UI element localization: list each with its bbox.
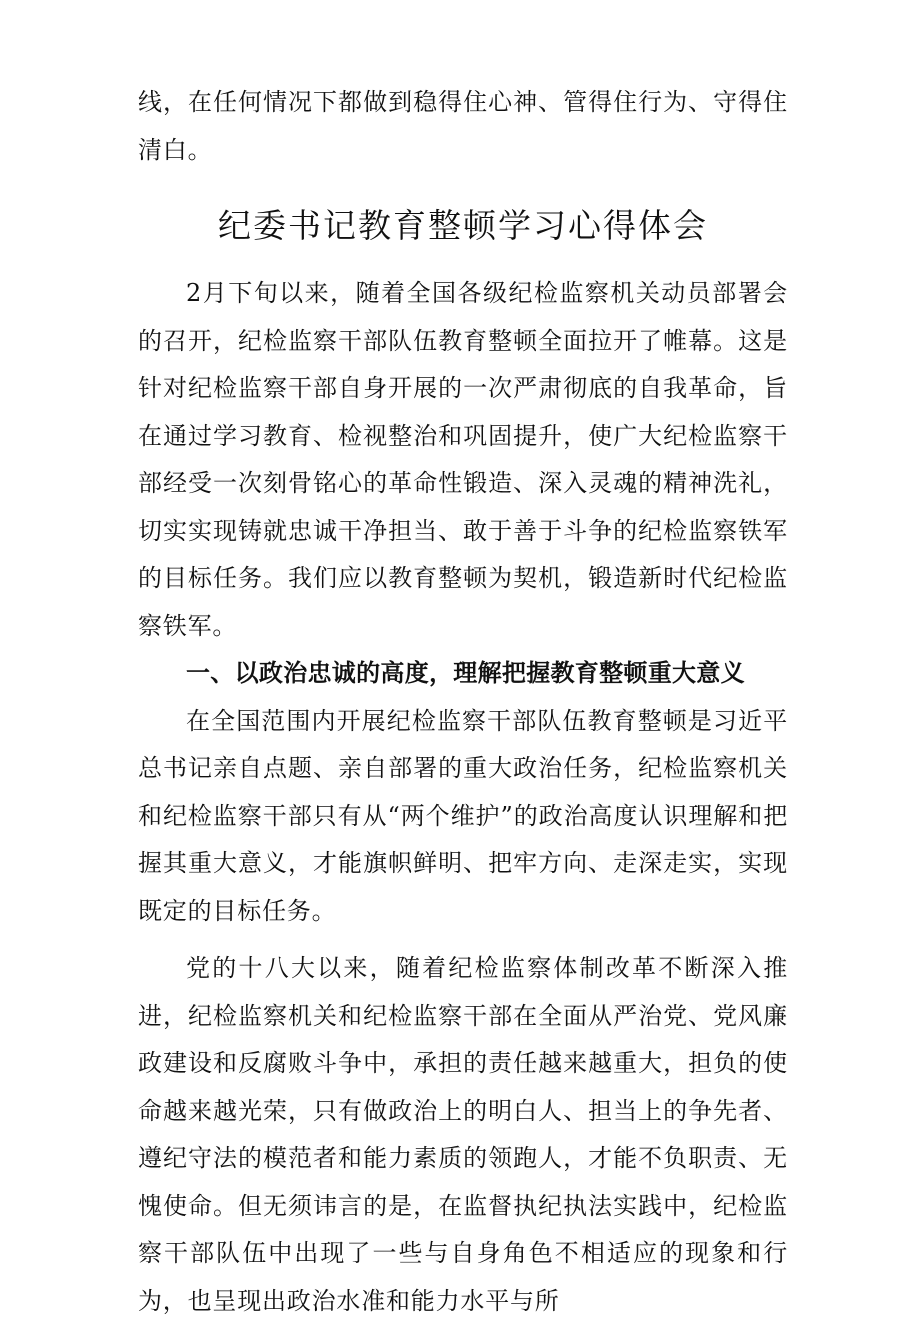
paragraph-gap (138, 935, 788, 945)
document-body (138, 79, 788, 1325)
section-heading: 一、以政治忠诚的高度，理解把握教育整顿重大意义 (186, 659, 745, 687)
intro-paragraph: 2月下旬以来，随着全国各级纪检监察机关动员部署会的召开，纪检监察干部队伍教育整顿全面拉开了帷幕。这是针对纪检监察干部自身开展的一次严肃彻底的自我革命，旨在通过学习教育、检视整治和巩固提升，使广大纪检监察干部经受一次刻骨铭心的革命性锻造、深入灵魂的精神洗礼，切实实现铸就忠诚干净担当、敢于善于斗争的纪检监察铁军的目标任务。我们应以教育整顿为契机，锻造新时代纪检监察铁军。 (138, 279, 788, 640)
section-paragraph-2: 党的十八大以来，随着纪检监察体制改革不断深入推进，纪检监察机关和纪检监察干部在全面从严治党、党风廉政建设和反腐败斗争中，承担的责任越来越重大，担负的使命越来越光荣，只有做政治上的明白人、担当上的争先者、遵纪守法的模范者和能力素质的领跑人，才能不负职责、无愧使命。但无须讳言的是，在监督执纪执法实践中，纪检监察干部队伍中出现了一些与自身角色不相适应的现象和行为，也呈现出政治水准和能力水平与所 (138, 954, 788, 1315)
section-paragraph-1: 在全国范围内开展纪检监察干部队伍教育整顿是习近平总书记亲自点题、亲自部署的重大政治任务，纪检监察机关和纪检监察干部只有从“两个维护”的政治高度认识理解和把握其重大意义，才能旗帜鲜明、把牢方向、走深走实，实现既定的目标任务。 (138, 706, 788, 925)
document-title: 纪委书记教育整顿学习心得体会 (218, 206, 708, 245)
continuation-text: 线，在任何情况下都做到稳得住心神、管得住行为、守得住清白。 (138, 88, 788, 164)
